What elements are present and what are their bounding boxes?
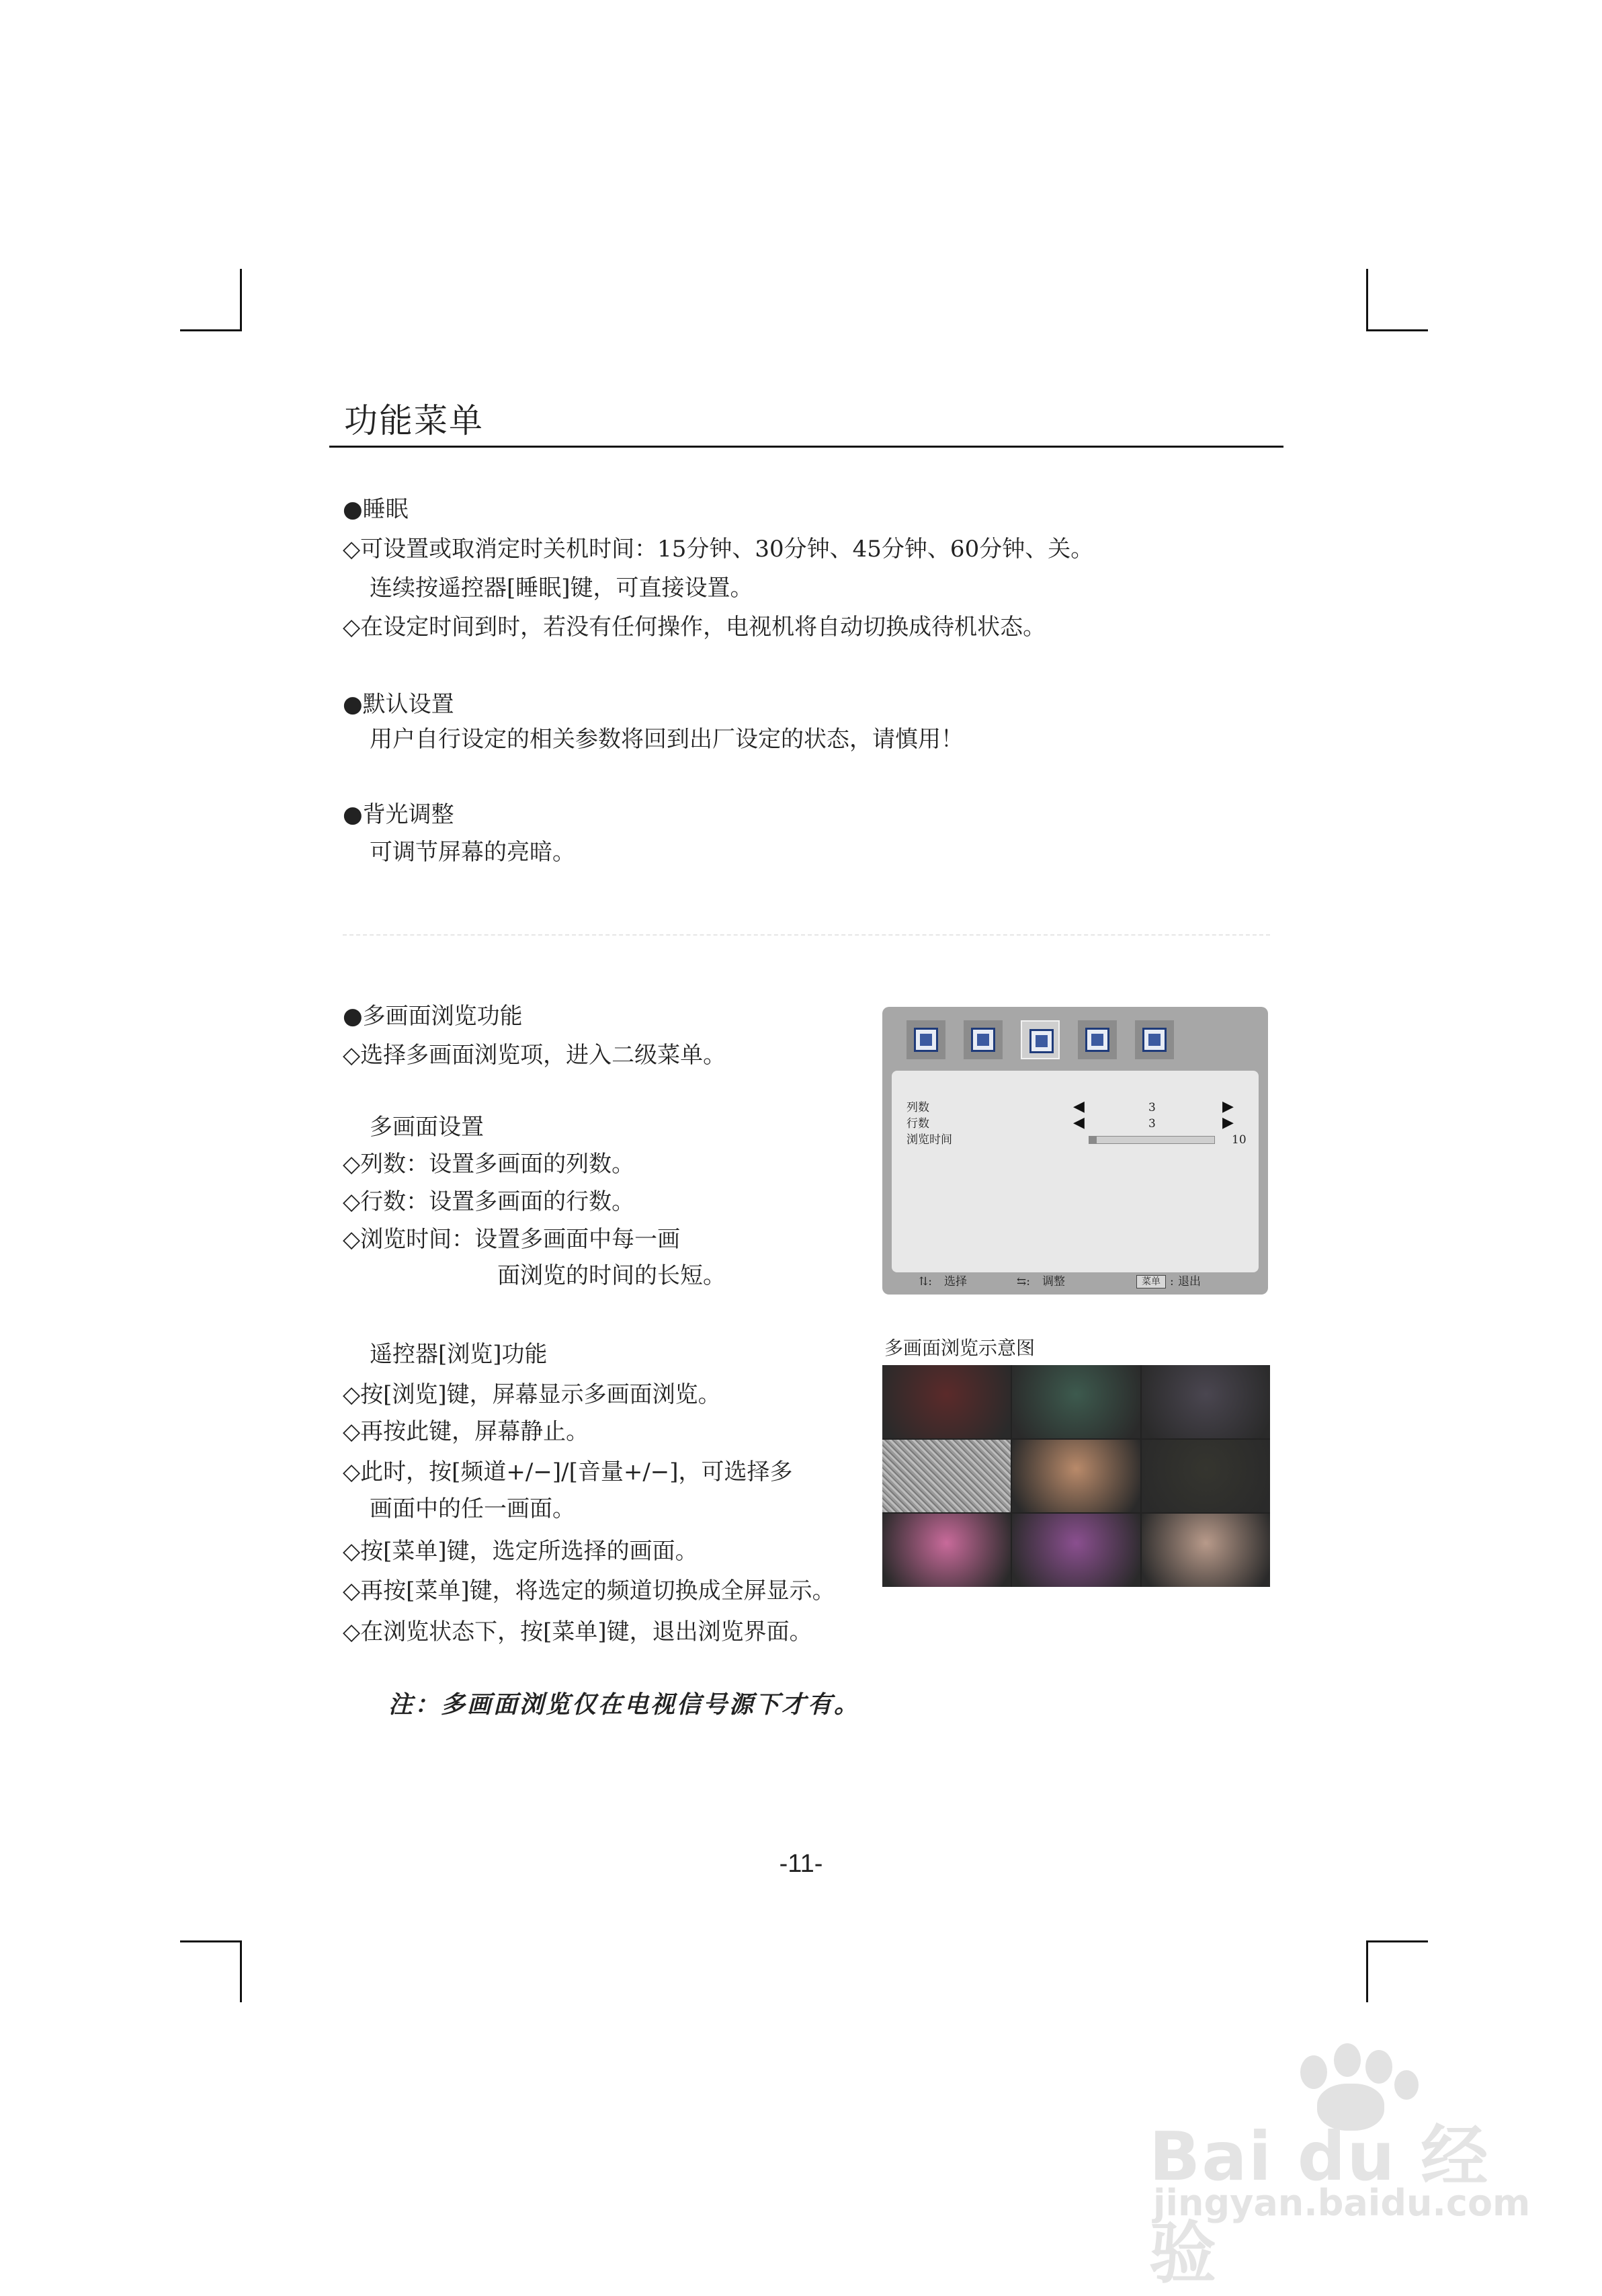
function-icon (1021, 1020, 1060, 1059)
left-arrow-icon: ◀ (1073, 1098, 1085, 1115)
baidu-watermark (1129, 2043, 1532, 2293)
crop-mark (240, 1940, 242, 2002)
left-arrow-icon: ◀ (1073, 1114, 1085, 1131)
page-number: -11- (779, 1850, 823, 1878)
default-line-1: 用户自行设定的相关参数将回到出厂设定的状态，请慎用！ (370, 726, 964, 753)
crop-mark (180, 329, 242, 331)
watermark-brand: Bai du 经验 (1149, 2117, 1490, 2293)
sleep-line-3: ◇在设定时间到时，若没有任何操作，电视机将自动切换成待机状态。 (343, 614, 1046, 641)
crop-mark (180, 1940, 242, 1942)
osd-cols-value: 3 (1148, 1101, 1156, 1114)
watermark-url: jingyan.baidu.com (1153, 2182, 1531, 2224)
preview-channel-tile (882, 1365, 1011, 1438)
crop-mark (1366, 269, 1368, 331)
menu-key-icon: 菜单 (1136, 1275, 1166, 1288)
preview-channel-tile (1012, 1514, 1140, 1587)
osd-footer (892, 1272, 1259, 1291)
preview-channel-tile (1142, 1365, 1270, 1438)
up-down-arrows-icon: ⇅: (919, 1275, 932, 1288)
note: 注：多画面浏览仅在电视信号源下才有。 (388, 1690, 861, 1719)
right-arrow-icon: ▶ (1222, 1098, 1234, 1115)
multiview-heading: ●多画面浏览功能 (343, 1003, 523, 1030)
preview-channel-tile (1012, 1365, 1140, 1438)
page-title: 功能菜单 (344, 401, 484, 440)
multiview-preview (882, 1365, 1270, 1587)
osd-rows-value: 3 (1148, 1117, 1156, 1131)
multiview-time-1: ◇浏览时间：设置多画面中每一画 (343, 1226, 681, 1253)
remote-line-1: ◇按[浏览]键，屏幕显示多画面浏览。 (343, 1381, 721, 1408)
multiview-cols: ◇列数：设置多画面的列数。 (343, 1151, 635, 1178)
default-heading: ●默认设置 (343, 691, 454, 718)
preview-channel-tile (1142, 1440, 1270, 1513)
multiview-line-1: ◇选择多画面浏览项，进入二级菜单。 (343, 1042, 726, 1069)
sleep-line-1: ◇可设置或取消定时关机时间：15分钟、30分钟、45分钟、60分钟、关。 (343, 536, 1094, 563)
osd-select-label: 选择 (944, 1275, 967, 1288)
crop-mark (1366, 1940, 1428, 1942)
osd-menu (882, 1007, 1268, 1295)
preview-channel-tile (1142, 1514, 1270, 1587)
left-right-arrows-icon: ⇆: (1017, 1275, 1030, 1288)
remote-line-3a: ◇此时，按[频道+/−]/[音量+/−]，可选择多 (343, 1459, 793, 1485)
right-arrow-icon: ▶ (1222, 1114, 1234, 1131)
remote-line-6: ◇在浏览状态下，按[菜单]键，退出浏览界面。 (343, 1618, 812, 1645)
screen-icon (1135, 1020, 1174, 1059)
osd-panel (892, 1071, 1259, 1272)
picture-icon (907, 1020, 945, 1059)
multiview-rows: ◇行数：设置多画面的行数。 (343, 1188, 635, 1215)
sound-icon (964, 1020, 1003, 1059)
osd-adjust-label: 调整 (1042, 1275, 1065, 1288)
backlight-heading: ●背光调整 (343, 801, 454, 828)
slider-fill (1089, 1137, 1097, 1143)
multiview-settings-heading: 多画面设置 (370, 1114, 484, 1141)
osd-rows-label: 行数 (907, 1117, 929, 1131)
osd-time-value: 10 (1232, 1133, 1247, 1147)
osd-cols-label: 列数 (907, 1101, 929, 1114)
crop-mark (1366, 329, 1428, 331)
preview-channel-tile (1012, 1440, 1140, 1513)
sleep-line-2: 连续按遥控器[睡眠]键，可直接设置。 (370, 575, 753, 602)
remote-line-4: ◇按[菜单]键，选定所选择的画面。 (343, 1538, 698, 1565)
osd-time-label: 浏览时间 (907, 1133, 952, 1147)
crop-mark (1366, 1940, 1368, 2002)
figure-caption: 多画面浏览示意图 (884, 1337, 1036, 1359)
osd-colon: : (1170, 1275, 1174, 1288)
remote-heading: 遥控器[浏览]功能 (370, 1341, 548, 1368)
preview-channel-tile (882, 1440, 1011, 1513)
browse-time-slider (1089, 1136, 1215, 1144)
preview-channel-tile (882, 1514, 1011, 1587)
sleep-heading: ●睡眠 (343, 496, 409, 523)
section-divider (343, 934, 1270, 936)
remote-line-5: ◇再按[菜单]键，将选定的频道切换成全屏显示。 (343, 1577, 835, 1604)
title-rule (329, 446, 1283, 448)
backlight-line-1: 可调节屏幕的亮暗。 (370, 839, 575, 866)
osd-exit-label: 退出 (1178, 1275, 1201, 1288)
crop-mark (240, 269, 242, 331)
tv-icon (1078, 1020, 1117, 1059)
remote-line-3b: 画面中的任一画面。 (370, 1495, 575, 1522)
multiview-time-2: 面浏览的时间的长短。 (497, 1262, 726, 1289)
remote-line-2: ◇再按此键，屏幕静止。 (343, 1418, 589, 1445)
